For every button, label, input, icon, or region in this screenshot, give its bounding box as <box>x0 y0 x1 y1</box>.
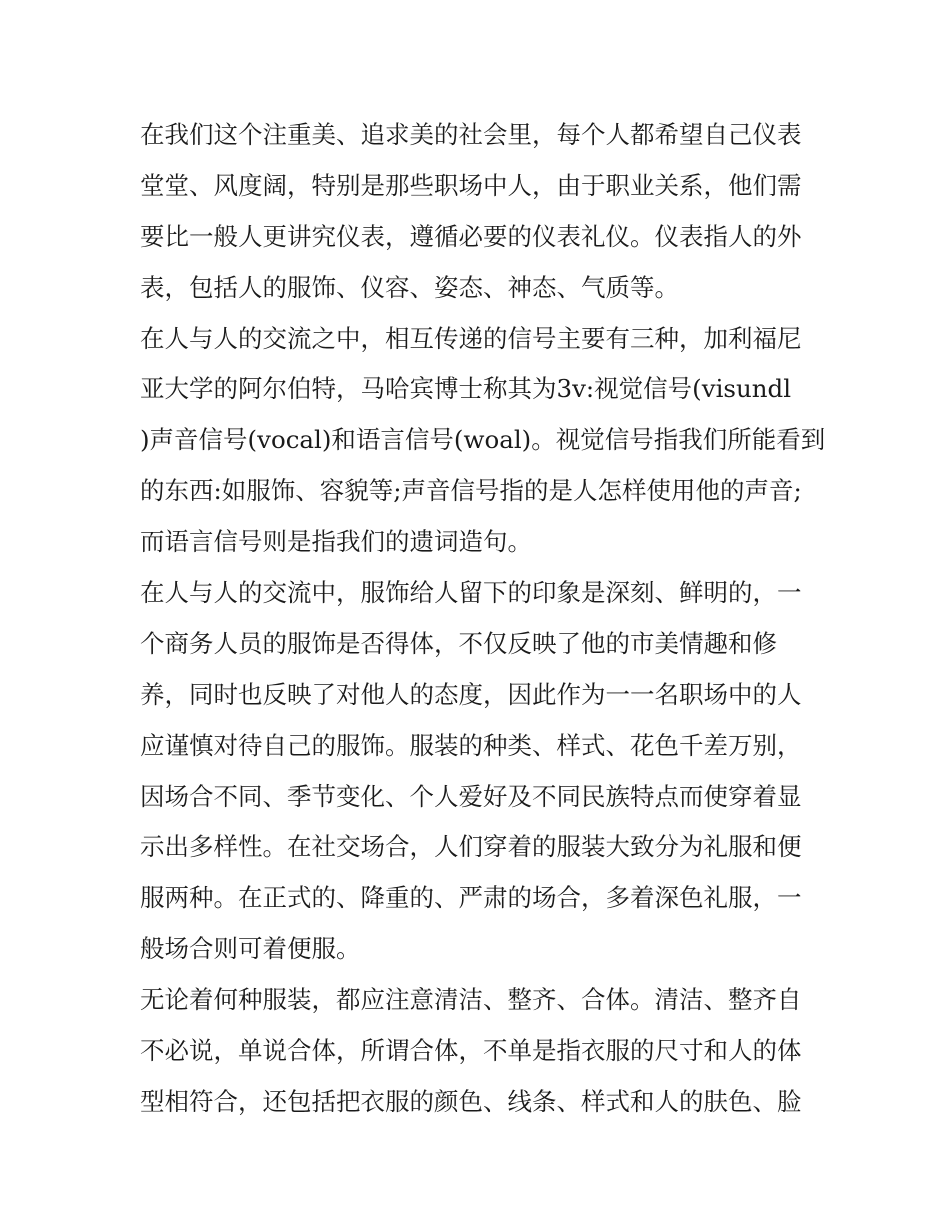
body-text <box>140 110 826 1128</box>
text-line: 亚大学的阿尔伯特，马哈宾博士称其为3v:视觉信号(visundl <box>140 374 792 404</box>
text-line: 示出多样性。在社交场合，人们穿着的服装大致分为礼服和便 <box>140 832 802 862</box>
text-line: 不必说，单说合体，所谓合体，不单是指衣服的尺寸和人的体 <box>140 1036 802 1066</box>
text-line: 养，同时也反映了对他人的态度，因此作为一一名职场中的人 <box>140 679 802 709</box>
text-line: 的东西:如服饰、容貌等;声音信号指的是人怎样使用他的声音; <box>140 476 802 506</box>
text-line: 服两种。在正式的、降重的、严肃的场合，多着深色礼服，一 <box>140 883 802 913</box>
text-line: 因场合不同、季节变化、个人爱好及不同民族特点而使穿着显 <box>140 781 802 811</box>
text-line: )声音信号(vocal)和语言信号(woal)。视觉信号指我们所能看到 <box>140 425 826 455</box>
text-line: 在人与人的交流之中，相互传递的信号主要有三种，加利福尼 <box>140 323 802 353</box>
text-line: 要比一般人更讲究仪表，遵循必要的仪表礼仪。仪表指人的外 <box>140 221 802 251</box>
text-line: 无论着何种服装，都应注意清洁、整齐、合体。清洁、整齐自 <box>140 985 802 1015</box>
text-line: 个商务人员的服饰是否得体，不仅反映了他的市美情趣和修 <box>140 628 777 658</box>
text-line: 表，包括人的服饰、仪容、姿态、神态、气质等。 <box>140 272 679 302</box>
text-line: 而语言信号则是指我们的遗词造句。 <box>140 527 532 557</box>
text-line: 般场合则可着便服。 <box>140 934 361 964</box>
text-line: 应谨慎对待自己的服饰。服装的种类、样式、花色千差万别， <box>140 730 802 760</box>
text-line: 在我们这个注重美、追求美的社会里，每个人都希望自己仪表 <box>140 120 802 149</box>
text-line: 在人与人的交流中，服饰给人留下的印象是深刻、鲜明的，一 <box>140 578 802 608</box>
text-line: 堂堂、风度阔，特别是那些职场中人，由于职业关系，他们需 <box>140 170 802 200</box>
text-line: 型相符合，还包括把衣服的颜色、线条、样式和人的肤色、脸 <box>140 1086 802 1116</box>
